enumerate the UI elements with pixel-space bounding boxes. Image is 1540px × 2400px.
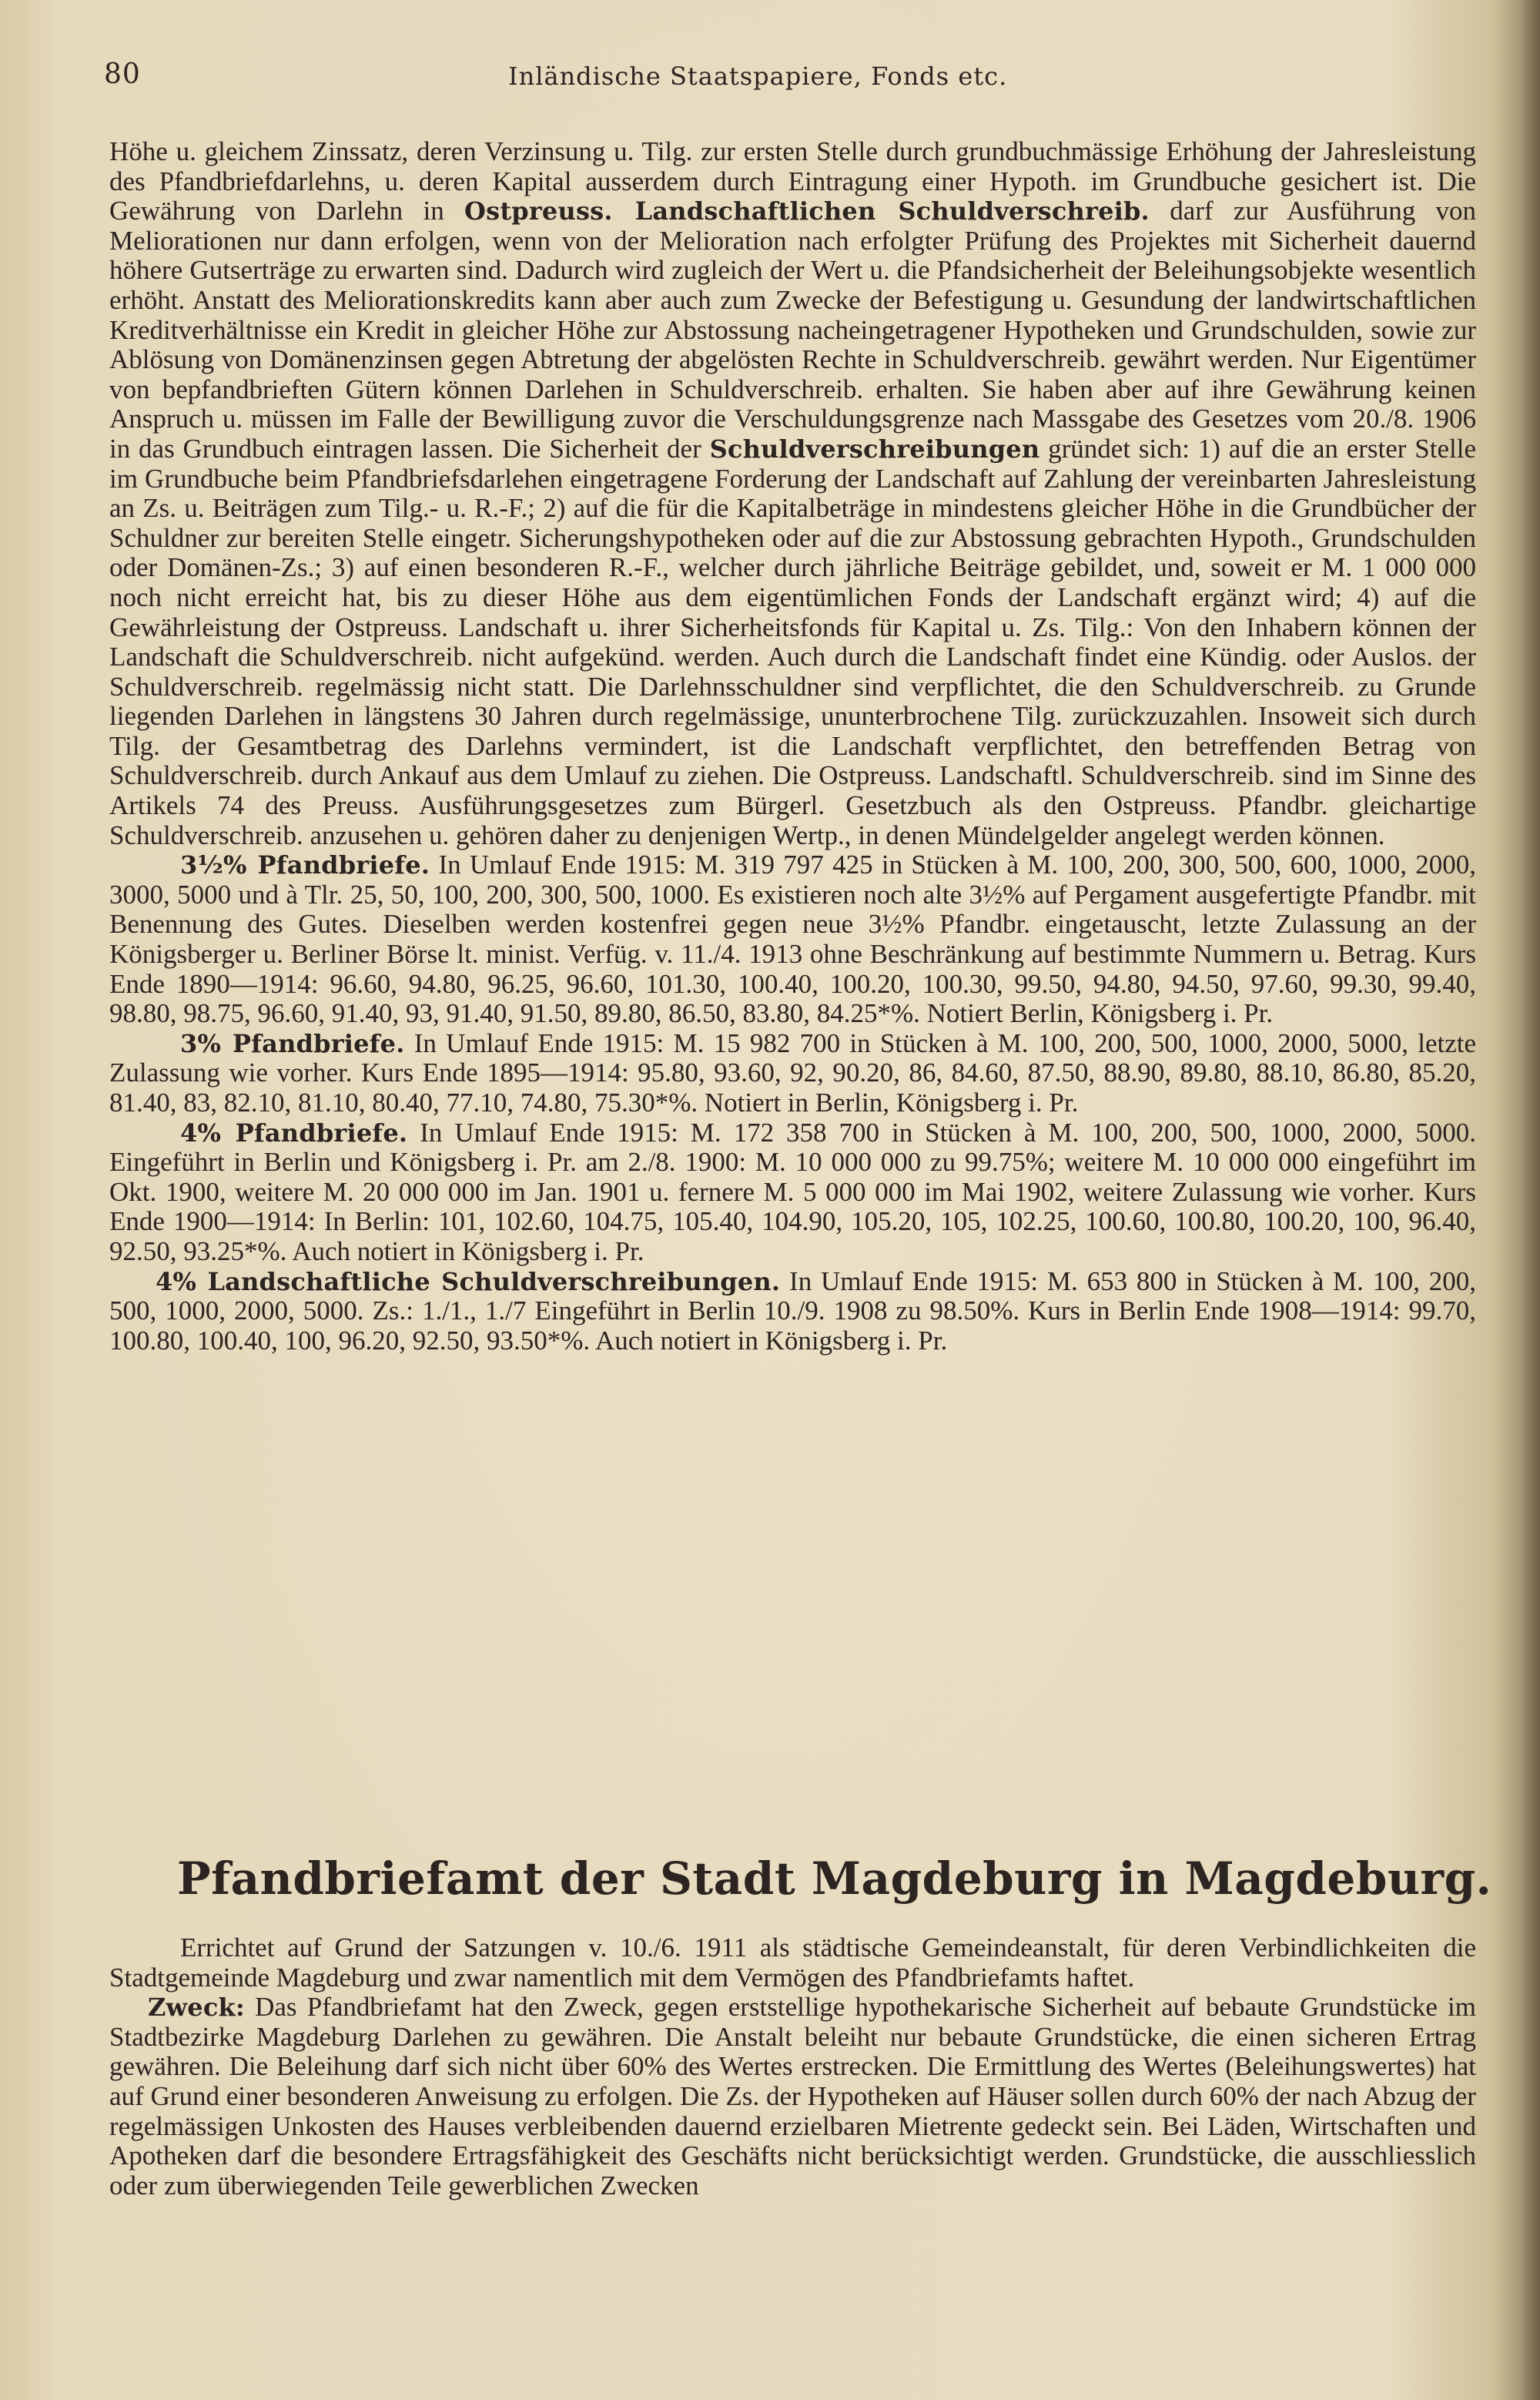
- pfandbriefe-3-entry: [109, 1029, 1476, 1118]
- zweck-label: Zweck:: [148, 1993, 245, 2023]
- pfandbriefe-35-text: In Umlauf Ende 1915: M. 319 797 425 in Stücken à M. 100, 200, 300, 500, 600, 1000, 2000, 3000, 5000 und à Tlr. 25, 50, 100, 200, 300, 500, 1000. Es existieren noch alte 3½% auf Pergament ausgefertigte Pfandbr. mit Benennung des Gutes. Dieselben werden kostenfrei gegen neue 3½% Pfandbr. eingetauscht, letzte Zulassung an der Königsberger u. Berliner Börse lt. minist. Verfüg. v. 11./4. 1913 ohne Beschränkung auf bestimmte Nummern u. Betrag. Kurs Ende 1890—1914: 96.60, 94.80, 96.25, 96.60, 101.30, 100.40, 100.20, 100.30, 99.50, 94.80, 94.50, 97.60, 99.30, 99.40, 98.80, 98.75, 96.60, 91.40, 93, 91.40, 91.50, 89.80, 86.50, 83.80, 84.25*%. Notiert Berlin, Königsberg i. Pr.: [109, 850, 1476, 1029]
- intro-text-3: gründet sich: 1) auf die an erster Stelle im Grundbuche beim Pfandbriefsdarlehen eingetragene Forderung der Landschaft auf Zahlung der vereinbarten Jahresleistung an Zs. u. Beiträgen zum Tilg.- u. R.-F.; 2) auf die für die Kapitalbeträge in mindestens gleicher Höhe in die Grundbücher der Schuldner zur bereiten Stelle eingetr. Sicherungshypotheken oder auf die zur Abstossung gebrachten Hypoth., Grundschulden oder Domänen-Zs.; 3) auf einen besonderen R.-F., welcher durch jährliche Beiträge gebildet, und, soweit er M. 1 000 000 noch nicht erreicht hat, bis zu dieser Höhe aus dem eigentümlichen Fonds der Landschaft ergänzt wird; 4) auf die Gewährleistung der Ostpreuss. Landschaft u. ihrer Sicherheitsfonds für Kapital u. Zs. Tilg.: Von den Inhabern können der Landschaft die Schuldverschreib. nicht aufgekünd. werden. Auch durch die Landschaft findet eine Kündig. oder Auslos. der Schuldverschreib. regelmässig nicht statt. Die Darlehnsschuldner sind verpflichtet, die den Schuldverschreib. zu Grunde liegenden Darlehen in längstens 30 Jahren durch regelmässige, ununterbrochene Tilg. zurückzuzahlen. Insoweit sich durch Tilg. der Gesamtbetrag des Darlehns vermindert, ist die Landschaft verpflichtet, den betreffenden Betrag von Schuldverschreib. durch Ankauf aus dem Umlauf zu ziehen. Die Ostpreuss. Landschaftl. Schuldverschreib. sind im Sinne des Artikels 74 des Preuss. Ausführungsgesetzes zum Bürgerl. Gesetzbuch als den Ostpreuss. Pfandbr. gleichartige Schuldverschreib. anzusehen u. gehören daher zu denjenigen Wertp., in denen Mündelgelder angelegt werden können.: [109, 433, 1476, 850]
- running-title: Inländische Staatspapiere, Fonds etc.: [508, 62, 1008, 91]
- magdeburg-zweck: [109, 1993, 1476, 2201]
- page-number: 80: [104, 59, 141, 90]
- page-edge-shadow: [1520, 0, 1540, 2400]
- section-title: Pfandbriefamt der Stadt Magdeburg in Magdeburg.: [177, 1852, 1492, 1905]
- pfandbriefe-3-text: In Umlauf Ende 1915: M. 15 982 700 in Stücken à M. 100, 200, 500, 1000, 2000, 5000, letzte Zulassung wie vorher. Kurs Ende 1895—1914: 95.80, 93.60, 92, 90.20, 86, 84.60, 87.50, 88.90, 89.80, 88.10, 86.80, 85.20, 81.40, 83, 82.10, 81.10, 80.40, 77.10, 74.80, 75.30*%. Notiert in Berlin, Königsberg i. Pr.: [109, 1027, 1476, 1118]
- pfandbriefe-4-entry: [109, 1118, 1476, 1267]
- schuldverschreibungen-4-label: 4% Landschaftliche Schuldverschreibungen.: [156, 1266, 781, 1296]
- main-text: [109, 137, 1476, 1356]
- intro-text-2: darf zur Ausführung von Meliorationen nur dann erfolgen, wenn von der Melioration nach erfolgter Prüfung des Projektes mit Sicherheit dauernd höhere Gutserträge zu erwarten sind. Dadurch wird zugleich der Wert u. die Pfandsicherheit der Beleihungsobjekte wesentlich erhöht. Anstatt des Meliorationskredits kann aber auch zum Zwecke der Befestigung u. Gesundung der landwirtschaftlichen Kreditverhältnisse ein Kredit in gleicher Höhe zur Abstossung nacheingetragener Hypotheken und Grundschulden, sowie zur Ablösung von Domänenzinsen gegen Abtretung der abgelösten Rechte in Schuldverschreib. gewährt werden. Nur Eigentümer von bepfandbrieften Gütern können Darlehen in Schuldverschreib. erhalten. Sie haben aber auf ihre Gewährung keinen Anspruch u. müssen im Falle der Bewilligung zuvor die Verschuldungsgrenze nach Massgabe des Gesetzes vom 20./8. 1906 in das Grundbuch eintragen lassen. Die Sicherheit der: [109, 196, 1477, 464]
- pfandbriefe-4-text: In Umlauf Ende 1915: M. 172 358 700 in Stücken à M. 100, 200, 500, 1000, 2000, 5000. Eingeführt in Berlin und Königsberg i. Pr. am 2./8. 1900: M. 10 000 000 zu 99.75%; weitere M. 10 000 000 eingeführt im Okt. 1900, weitere M. 20 000 000 im Jan. 1901 u. fernere M. 5 000 000 im Mai 1902, weitere Zulassung wie vorher. Kurs Ende 1900—1914: In Berlin: 101, 102.60, 104.75, 105.40, 104.90, 105.20, 105, 102.25, 100.60, 100.80, 100.20, 100, 96.40, 92.50, 93.25*%. Auch notiert in Königsberg i. Pr.: [109, 1117, 1477, 1266]
- intro-text-1: Höhe u. gleichem Zinssatz, deren Verzinsung u. Tilg. zur ersten Stelle durch grundbuchmässige Erhöhung der Jahresleistung des Pfandbriefdarlehns, u. deren Kapital ausserdem durch Eintragung einer Hypoth. im Grundbuche gesichert ist. Die Gewährung von Darlehn in: [109, 136, 1476, 226]
- page-header: [104, 59, 1490, 105]
- magdeburg-intro: Errichtet auf Grund der Satzungen v. 10./6. 1911 als städtische Gemeindeanstalt, für deren Verbindlichkeiten die Stadtgemeinde Magdeburg und zwar namentlich mit dem Vermögen des Pfandbriefamts haftet.: [109, 1932, 1476, 1993]
- schuldverschreibungen-4-entry: [109, 1267, 1476, 1356]
- pfandbriefe-35-label: 3½% Pfandbriefe.: [180, 850, 430, 880]
- intro-bold-1: Ostpreuss. Landschaftlichen Schuldverschreib.: [464, 196, 1150, 226]
- intro-paragraph: [109, 137, 1476, 850]
- zweck-text: Das Pfandbriefamt hat den Zweck, gegen erststellige hypothekarische Sicherheit auf bebaute Grundstücke im Stadtbezirke Magdeburg Darlehen zu gewähren. Die Anstalt beleiht nur bebaute Grundstücke, die einen sicheren Ertrag gewähren. Die Beleihung darf sich nicht über 60% des Wertes erstrecken. Die Ermittlung des Wertes (Beleihungswertes) hat auf Grund einer besonderen Anweisung zu erfolgen. Die Zs. der Hypotheken auf Häuser sollen durch 60% der nach Abzug der regelmässigen Unkosten des Hauses verbleibenden dauernd erzielbaren Mietrente gedeckt sein. Bei Läden, Wirtschaften und Apotheken darf die besondere Ertragsfähigkeit des Geschäfts nicht berücksichtigt werden. Grundstücke, die ausschliesslich oder zum überwiegenden Teile gewerblichen Zwecken: [109, 1992, 1477, 2201]
- intro-bold-2: Schuldverschreibungen: [709, 434, 1040, 464]
- magdeburg-section: [109, 1933, 1476, 2201]
- pfandbriefe-3-label: 3% Pfandbriefe.: [180, 1028, 405, 1058]
- schuldverschreibungen-4-text: In Umlauf Ende 1915: M. 653 800 in Stücken à M. 100, 200, 500, 1000, 2000, 5000. Zs.: 1./1., 1./7 Eingeführt in Berlin 10./9. 1908 zu 98.50%. Kurs in Berlin Ende 1908—1914: 99.70, 100.80, 100.40, 100, 96.20, 92.50, 93.50*%. Auch notiert in Königsberg i. Pr.: [109, 1265, 1477, 1356]
- pfandbriefe-35-entry: [109, 850, 1476, 1029]
- pfandbriefe-4-label: 4% Pfandbriefe.: [180, 1118, 408, 1148]
